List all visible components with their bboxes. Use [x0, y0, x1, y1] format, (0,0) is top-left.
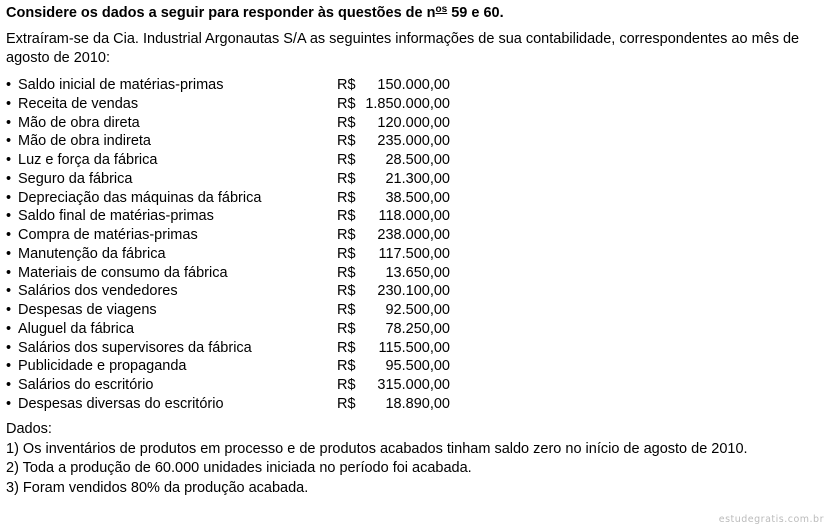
- currency-symbol: R$: [337, 358, 356, 375]
- item-amount: 315.000,00: [377, 377, 450, 393]
- currency-symbol: R$: [337, 77, 356, 93]
- item-label: Mão de obra indireta: [18, 133, 151, 150]
- item-label: Seguro da fábrica: [18, 170, 133, 187]
- bullet-icon: •: [6, 395, 12, 412]
- currency-symbol: R$: [337, 377, 356, 393]
- list-item: [6, 245, 456, 264]
- bullet-icon: •: [6, 377, 12, 393]
- notes-heading: Dados:: [6, 421, 52, 437]
- item-label: Publicidade e propaganda: [18, 358, 187, 375]
- item-amount: 1.850.000,00: [365, 95, 450, 112]
- currency-symbol: R$: [337, 227, 356, 243]
- bullet-icon: •: [6, 208, 12, 225]
- currency-symbol: R$: [337, 189, 356, 206]
- item-amount: 95.500,00: [385, 358, 450, 375]
- title-ordinal: os: [435, 4, 448, 15]
- currency-symbol: R$: [337, 302, 356, 318]
- item-label: Despesas diversas do escritório: [18, 395, 224, 412]
- item-amount: 92.500,00: [385, 302, 450, 318]
- list-item: [6, 264, 456, 283]
- currency-symbol: R$: [337, 245, 356, 262]
- accounting-items-list: [6, 76, 456, 414]
- currency-symbol: R$: [337, 133, 356, 150]
- bullet-icon: •: [6, 358, 12, 375]
- list-item: [6, 301, 456, 320]
- bullet-icon: •: [6, 302, 12, 318]
- list-item: [6, 226, 456, 245]
- item-amount: 115.500,00: [378, 339, 450, 356]
- bullet-icon: •: [6, 77, 12, 93]
- list-item: [6, 357, 456, 376]
- list-item: [6, 395, 456, 414]
- bullet-icon: •: [6, 320, 12, 337]
- list-item: [6, 76, 456, 95]
- item-label: Materiais de consumo da fábrica: [18, 264, 228, 281]
- item-label: Salários dos supervisores da fábrica: [18, 339, 252, 356]
- currency-symbol: R$: [337, 95, 356, 112]
- item-amount: 230.100,00: [377, 283, 450, 300]
- bullet-icon: •: [6, 283, 12, 300]
- bullet-icon: •: [6, 227, 12, 243]
- bullet-icon: •: [6, 245, 12, 262]
- notes-section: [6, 420, 748, 498]
- item-amount: 150.000,00: [377, 77, 450, 93]
- item-label: Mão de obra direta: [18, 114, 140, 131]
- bullet-icon: •: [6, 339, 12, 356]
- item-amount: 78.250,00: [385, 320, 450, 337]
- item-amount: 21.300,00: [385, 170, 450, 187]
- item-label: Saldo final de matérias-primas: [18, 208, 214, 225]
- currency-symbol: R$: [337, 170, 356, 187]
- list-item: [6, 132, 456, 151]
- title-numbers: 59 e 60.: [447, 5, 504, 21]
- bullet-icon: •: [6, 170, 12, 187]
- list-item: [6, 320, 456, 339]
- item-amount: 235.000,00: [377, 133, 450, 150]
- item-amount: 117.500,00: [378, 245, 450, 262]
- item-label: Despesas de viagens: [18, 302, 157, 318]
- note-line-2: 2) Toda a produção de 60.000 unidades iniciada no período foi acabada.: [6, 460, 472, 476]
- note-line-1: 1) Os inventários de produtos em processo e de produtos acabados tinham saldo zero no início de agosto de 2010.: [6, 440, 748, 457]
- currency-symbol: R$: [337, 208, 356, 225]
- currency-symbol: R$: [337, 395, 356, 412]
- site-watermark: estudegratis.com.br: [718, 514, 824, 525]
- list-item: [6, 207, 456, 226]
- list-item: [6, 170, 456, 189]
- intro-paragraph: Extraíram-se da Cia. Industrial Argonautas S/A as seguintes informações de sua contabilidade, correspondentes ao mês de agosto de 2010:: [6, 31, 800, 66]
- item-label: Compra de matérias-primas: [18, 227, 198, 243]
- item-amount: 18.890,00: [385, 395, 450, 412]
- bullet-icon: •: [6, 114, 12, 131]
- item-label: Salários do escritório: [18, 377, 154, 393]
- bullet-icon: •: [6, 95, 12, 112]
- question-title: [6, 4, 504, 21]
- currency-symbol: R$: [337, 339, 356, 356]
- list-item: [6, 282, 456, 301]
- item-amount: 13.650,00: [385, 264, 450, 281]
- item-amount: 238.000,00: [377, 227, 450, 243]
- currency-symbol: R$: [337, 264, 356, 281]
- bullet-icon: •: [6, 264, 12, 281]
- bullet-icon: •: [6, 152, 12, 168]
- title-text: Considere os dados a seguir para responder às questões de n: [6, 5, 436, 21]
- list-item: [6, 95, 456, 114]
- currency-symbol: R$: [337, 114, 356, 131]
- item-label: Luz e força da fábrica: [18, 152, 158, 168]
- bullet-icon: •: [6, 133, 12, 150]
- list-item: [6, 189, 456, 208]
- item-label: Aluguel da fábrica: [18, 320, 135, 337]
- item-label: Depreciação das máquinas da fábrica: [18, 189, 262, 206]
- item-amount: 28.500,00: [385, 152, 450, 168]
- item-amount: 118.000,00: [378, 208, 450, 225]
- item-label: Manutenção da fábrica: [18, 245, 166, 262]
- item-amount: 120.000,00: [377, 114, 450, 131]
- note-line-3: 3) Foram vendidos 80% da produção acabada.: [6, 479, 309, 496]
- list-item: [6, 339, 456, 358]
- item-label: Saldo inicial de matérias-primas: [18, 77, 224, 93]
- currency-symbol: R$: [337, 320, 356, 337]
- item-label: Salários dos vendedores: [18, 283, 178, 300]
- bullet-icon: •: [6, 189, 12, 206]
- list-item: [6, 151, 456, 170]
- currency-symbol: R$: [337, 283, 356, 300]
- item-amount: 38.500,00: [385, 189, 450, 206]
- list-item: [6, 114, 456, 133]
- list-item: [6, 376, 456, 395]
- item-label: Receita de vendas: [18, 95, 139, 112]
- currency-symbol: R$: [337, 152, 356, 168]
